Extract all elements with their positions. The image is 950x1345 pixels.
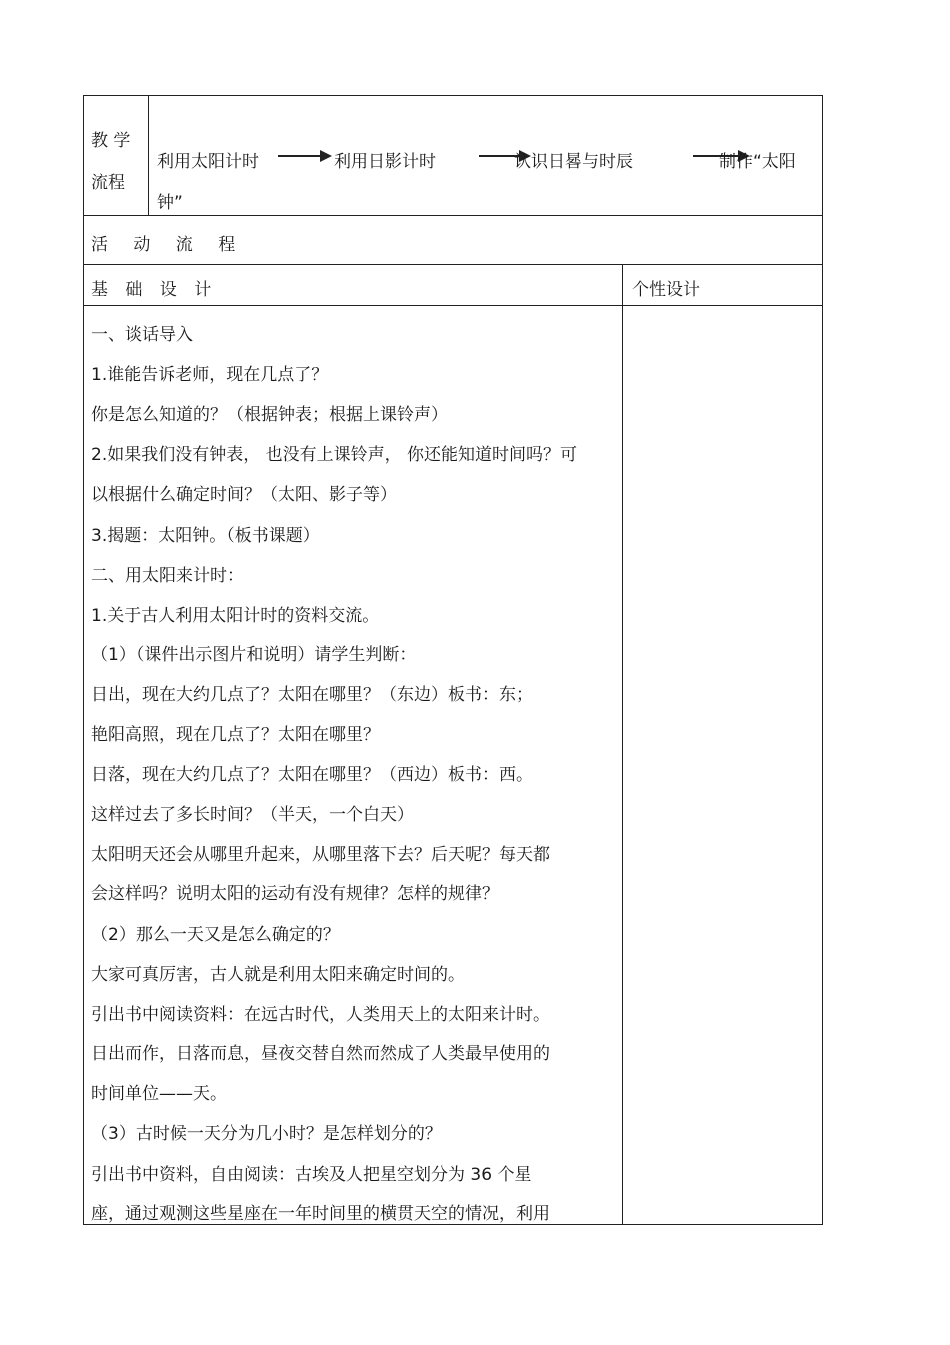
flow-step-3: 认识日晷与时辰: [514, 152, 633, 172]
activity-flow-title: 活 动 流 程: [91, 235, 246, 255]
content-line: 你是怎么知道的？（根据钟表；根据上课铃声）: [91, 405, 448, 425]
flow-step-4: 制作“太阳: [719, 152, 796, 172]
design-header-row: [84, 265, 822, 306]
content-line: 以根据什么确定时间？（太阳、影子等）: [91, 485, 397, 505]
content-line: 日出，现在大约几点了？太阳在哪里？（东边）板书：东；: [91, 685, 533, 705]
content-line: 1.谁能告诉老师，现在几点了？: [91, 365, 329, 385]
content-line: 日出而作，日落而息，昼夜交替自然而然成了人类最早使用的: [91, 1044, 550, 1064]
content-line: 大家可真厉害，古人就是利用太阳来确定时间的。: [91, 965, 465, 985]
content-line: 引出书中阅读资料：在远古时代，人类用天上的太阳来计时。: [91, 1005, 550, 1025]
content-line: 艳阳高照，现在几点了？太阳在哪里？: [91, 725, 380, 745]
flow-label-line1: 教 学: [91, 131, 131, 151]
flow-step-4-continued: 钟”: [157, 193, 183, 213]
basic-design-header: 基 础 设 计: [91, 280, 218, 300]
column-divider: [622, 265, 623, 305]
lesson-plan-table: [83, 95, 823, 1225]
content-line: 这样过去了多长时间？（半天，一个白天）: [91, 805, 414, 825]
content-line: 二、用太阳来计时：: [91, 566, 244, 586]
content-line: 太阳明天还会从哪里升起来，从哪里落下去？后天呢？每天都: [91, 845, 550, 865]
content-line: 会这样吗？说明太阳的运动有没有规律？怎样的规律？: [91, 884, 499, 904]
content-line: 引出书中资料，自由阅读：古埃及人把星空划分为 36 个星: [91, 1165, 532, 1185]
content-line: 日落，现在大约几点了？太阳在哪里？（西边）板书：西。: [91, 765, 533, 785]
flow-step-1: 利用太阳计时: [157, 152, 259, 172]
content-line: （1）（课件出示图片和说明）请学生判断：: [91, 645, 417, 665]
content-line: 时间单位——天。: [91, 1084, 227, 1104]
personal-design-header: 个性设计: [632, 280, 700, 300]
content-line: 2.如果我们没有钟表， 也没有上课铃声， 你还能知道时间吗？可: [91, 445, 578, 465]
teaching-flow-row: [84, 96, 822, 216]
flow-label-line2: 流程: [91, 173, 125, 193]
activity-flow-row: [84, 216, 822, 265]
arrow-right-icon: [278, 155, 330, 157]
content-line: 3.揭题：太阳钟。（板书课题）: [91, 526, 320, 546]
column-divider: [622, 306, 623, 1224]
content-line: 座，通过观测这些星座在一年时间里的横贯天空的情况，利用: [91, 1204, 550, 1224]
teaching-flow-label: [84, 96, 149, 215]
content-line: 一、谈话导入: [91, 325, 193, 345]
design-content-row: [84, 306, 822, 1224]
content-line: （2）那么一天又是怎么确定的？: [91, 925, 340, 945]
flow-step-2: 利用日影计时: [334, 152, 436, 172]
content-line: （3）古时候一天分为几小时？是怎样划分的？: [91, 1124, 442, 1144]
teaching-flow-steps: [149, 96, 822, 215]
content-line: 1.关于古人利用太阳计时的资料交流。: [91, 606, 380, 626]
